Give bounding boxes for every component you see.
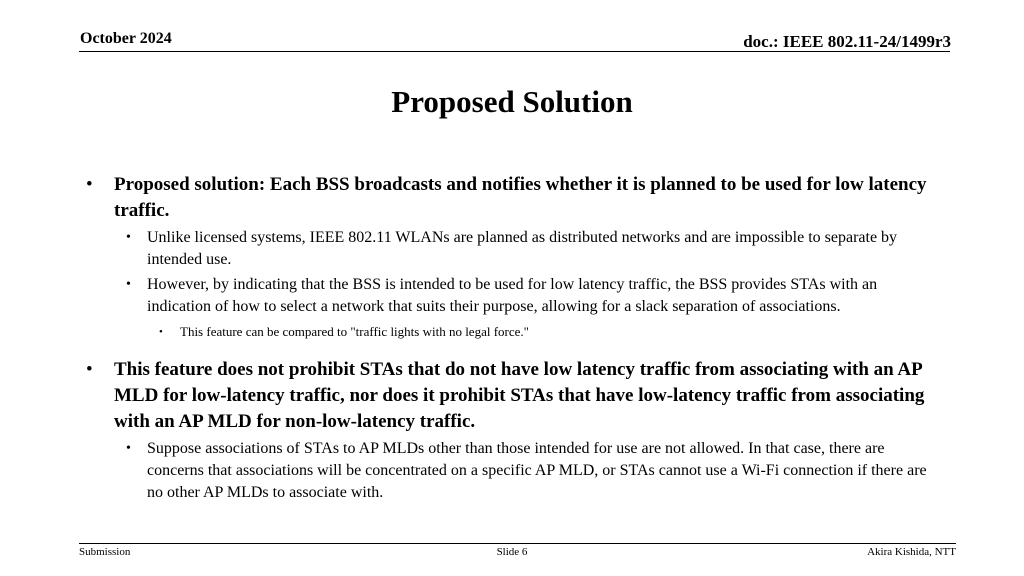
bullet-1-text: Proposed solution: Each BSS broadcasts and notifies whether it is planned to be used for low latency traffic. (114, 174, 927, 221)
bullet-2-1-text: Suppose associations of STAs to AP MLDs other than those intended for use are not allowed. In that case, there are concerns that associations will be concentrated on a specific AP MLD, or STAs cannot use a Wi-Fi connection if there are no other AP MLDs to associate with. (147, 440, 927, 501)
bullet-dot: • (86, 359, 93, 380)
bullet-1-2-1 (147, 322, 940, 342)
bullet-2-text: This feature does not prohibit STAs that do not have low latency traffic from associating with an AP MLD for low-latency traffic, nor does it prohibit STAs that have low-latency traffic from associating with an AP MLD for non-low-latency traffic. (114, 359, 925, 432)
bullet-1-2 (114, 274, 940, 318)
bullet-dot: • (126, 277, 131, 292)
footer-slide-number: Slide 6 (496, 546, 528, 558)
bullet-1 (80, 172, 940, 224)
header-date: October 2024 (80, 30, 172, 47)
bullet-1-2-text: However, by indicating that the BSS is intended to be used for low latency traffic, the BSS provides STAs with an indication of how to select a network that suits their purpose, allowing for a slack separation of associations. (147, 276, 878, 315)
bullet-dot: • (159, 326, 163, 338)
bullet-2-1 (114, 438, 940, 504)
footer-author: Akira Kishida, NTT (867, 546, 956, 558)
bullet-1-1-text: Unlike licensed systems, IEEE 802.11 WLANs are planned as distributed networks and are impossible to separate by intended use. (147, 229, 898, 268)
bullet-dot: • (86, 174, 93, 195)
bullet-2 (80, 357, 940, 435)
footer-submission: Submission (79, 546, 131, 558)
bullet-1-1 (114, 227, 940, 271)
bullet-dot: • (126, 230, 131, 245)
slide-title: Proposed Solution (391, 84, 633, 119)
bullet-dot: • (126, 441, 131, 456)
slide-body (80, 172, 940, 504)
footer-divider (79, 543, 956, 544)
bullet-1-2-1-text: This feature can be compared to "traffic lights with no legal force." (180, 324, 529, 339)
header-doc-id: doc.: IEEE 802.11-24/1499r3 (743, 32, 951, 51)
header-divider (79, 51, 950, 52)
